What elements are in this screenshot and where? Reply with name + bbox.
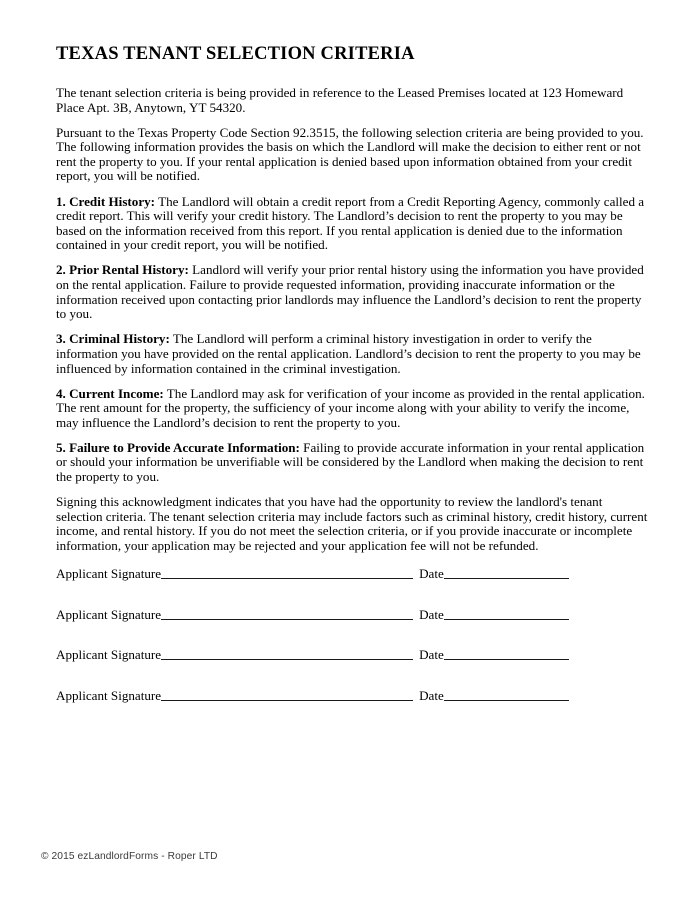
criteria-section-3-lead: 3. Criminal History: xyxy=(56,331,170,347)
criteria-section-4-body: The Landlord may ask for verification of your income as provided in the rental application. The rent amount for the property, the sufficiency of your income along with your ability to verify the income, may influence the Landlord’s decision to rent the property to you. xyxy=(56,385,645,430)
criteria-section-3-body: The Landlord will perform a criminal history investigation in order to verify the information you have provided on the rental application. Landlord’s decision to rent the property to you may be influenced by information contained in the criminal investigation. xyxy=(56,331,641,376)
date-field[interactable] xyxy=(444,647,569,660)
page-title: TEXAS TENANT SELECTION CRITERIA xyxy=(56,44,415,65)
applicant-signature-label: Applicant Signature xyxy=(56,687,162,703)
date-field[interactable] xyxy=(444,607,569,620)
signature-row xyxy=(56,647,651,688)
applicant-signature-field[interactable] xyxy=(161,607,413,620)
criteria-section-2-body: Landlord will verify your prior rental history using the information you have provided on the rental application. Failure to provide requested information, providing inaccurate information or the information received upon contacting prior landlords may influence the Landlord’s decision to rent the property to you. xyxy=(56,262,644,322)
applicant-signature-label: Applicant Signature xyxy=(56,647,162,662)
date-label: Date xyxy=(419,606,444,622)
footer-copyright: © 2015 ezLandlordForms - Roper LTD xyxy=(41,851,218,862)
criteria-section-1 xyxy=(56,195,651,253)
criteria-section-1-body: The Landlord will obtain a credit report from a Credit Reporting Agency, commonly called a credit report. This will verify your credit history. The Landlord’s decision to rent the property to you may be based on the information received from this report. If you rental application is denied due to the information contained in your credit report, you will be notified. xyxy=(56,193,645,253)
criteria-section-3 xyxy=(56,332,651,376)
signature-row xyxy=(56,566,651,607)
criteria-section-5-lead: 5. Failure to Provide Accurate Information: xyxy=(56,439,300,455)
applicant-signature-label: Applicant Signature xyxy=(56,566,162,581)
criteria-section-2-lead: 2. Prior Rental History: xyxy=(56,262,189,278)
criteria-section-4 xyxy=(56,387,651,431)
date-label: Date xyxy=(419,566,444,581)
signature-row xyxy=(56,607,651,648)
date-label: Date xyxy=(419,647,444,662)
acknowledgment-paragraph: Signing this acknowledgment indicates that you have had the opportunity to review the landlord's tenant selection criteria. The tenant selection criteria may include factors such as criminal history, credit history, current income, and rental history. If you do not meet the selection criteria, or if you provide inaccurate or incomplete information, your application may be rejected and your application fee will not be refunded. xyxy=(56,494,648,553)
applicant-signature-label: Applicant Signature xyxy=(56,606,162,622)
date-field[interactable] xyxy=(444,688,569,701)
intro-paragraph: The tenant selection criteria is being provided in reference to the Leased Premises located at 123 Homeward Place Apt. 3B, Anytown, YT 54320. xyxy=(56,85,624,115)
criteria-section-2 xyxy=(56,263,651,321)
date-field[interactable] xyxy=(444,566,569,579)
document-body xyxy=(56,86,651,554)
signature-block xyxy=(56,566,651,728)
criteria-section-5-body: Failing to provide accurate information in your rental application or should your information be unverifiable will be considered by the Landlord when making the decision to rent the property to you. xyxy=(56,439,645,485)
criteria-section-1-lead: 1. Credit History: xyxy=(56,193,156,209)
applicant-signature-field[interactable] xyxy=(161,647,413,660)
applicant-signature-field[interactable] xyxy=(161,688,413,701)
criteria-section-4-lead: 4. Current Income: xyxy=(56,385,164,401)
statute-paragraph: Pursuant to the Texas Property Code Section 92.3515, the following selection criteria are being provided to you. The following information provides the basis on which the Landlord will make the decision to either rent or not rent the property to you. If your rental application is denied based upon information obtained from your credit report, you will be notified. xyxy=(56,124,644,184)
applicant-signature-field[interactable] xyxy=(161,566,413,579)
signature-row xyxy=(56,688,651,729)
date-label: Date xyxy=(419,687,444,703)
criteria-section-5 xyxy=(56,441,651,485)
